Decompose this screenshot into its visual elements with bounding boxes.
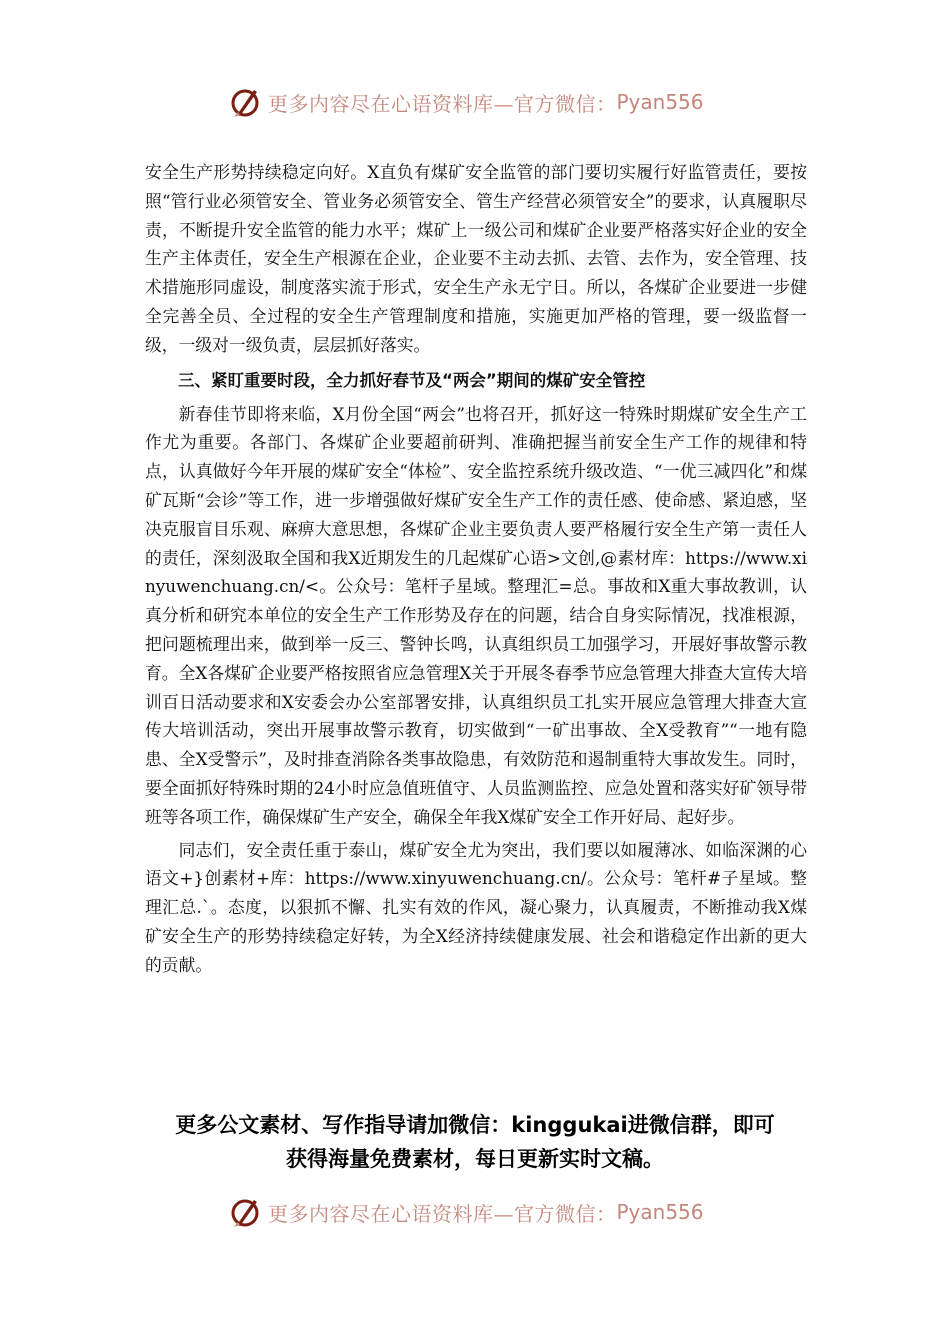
paragraph-3: 同志们，安全责任重于泰山，煤矿安全尤为突出，我们要以如履薄冰、如临深渊的心语文+}创素材+库：https://www.xinyuwenchuang.cn/。公众号：笔杆#子星域。整理汇总.`。态度，以狠抓不懈、扎实有效的作风，凝心聚力，认真履责，不断推动我X煤矿安全生产的形势持续稳定好转，为全X经济持续健康发展、社会和谐稳定作出新的更大的贡献。 bbox=[145, 839, 807, 975]
header-banner bbox=[228, 82, 704, 122]
pen-in-circle-logo bbox=[228, 85, 262, 119]
section-heading-3: 三、紧盯重要时段，全力抓好春节及“两会”期间的煤矿安全管控 bbox=[178, 370, 646, 390]
banner-wechat-id: Pyan556 bbox=[616, 1200, 704, 1224]
promo-line-2: 获得海量免费素材，每日更新实时文稿。 bbox=[286, 1147, 664, 1171]
banner-wechat-id: Pyan556 bbox=[616, 90, 704, 114]
pen-in-circle-logo bbox=[228, 1195, 262, 1229]
paragraph-1: 安全生产形势持续稳定向好。X直负有煤矿安全监管的部门要切实履行好监管责任，要按照“管行业必须管安全、管业务必须管安全、管生产经营必须管安全”的要求，认真履职尽责，不断提升安全监管的能力水平；煤矿上一级公司和煤矿企业要严格落实好企业的安全生产主体责任，安全生产根源在企业，企业要不主动去抓、去管、去作为，安全管理、技术措施形同虚设，制度落实流于形式，安全生产永无宁日。所以，各煤矿企业要进一步健全完善全员、全过程的安全生产管理制度和措施，实施更加严格的管理，要一级监督一级，一级对一级负责，层层抓好落实。 bbox=[145, 162, 807, 355]
banner-text: 更多内容尽在心语资料库—官方微信： bbox=[268, 1201, 617, 1226]
promo-line-1: 更多公文素材、写作指导请加微信：kinggukai进微信群，即可 bbox=[175, 1113, 775, 1137]
document-body bbox=[145, 158, 807, 980]
footer-banner bbox=[228, 1192, 704, 1232]
paragraph-2: 新春佳节即将来临，X月份全国“两会”也将召开，抓好这一特殊时期煤矿安全生产工作尤为重要。各部门、各煤矿企业要超前研判、准确把握当前安全生产工作的规律和特点，认真做好今年开展的煤矿安全“体检”、安全监控系统升级改造、“一优三减四化”和煤矿瓦斯“会诊”等工作，进一步增强做好煤矿安全生产工作的责任感、使命感、紧迫感，坚决克服盲目乐观、麻痹大意思想，各煤矿企业主要负责人要严格履行安全生产第一责任人的责任，深刻汲取全国和我X近期发生的几起煤矿心语>文创,@素材库：https://www.xinyuwenchuang.cn/<。公众号：笔杆子星域。整理汇=总。事故和X重大事故教训，认真分析和研究本单位的安全生产工作形势及存在的问题，结合自身实际情况，找准根源，把问题梳理出来，做到举一反三、警钟长鸣，认真组织员工加强学习，开展好事故警示教育。全X各煤矿企业要严格按照省应急管理X关于开展冬春季节应急管理大排查大宣传大培训百日活动要求和X安委会办公室部署安排，认真组织员工扎实开展应急管理大排查大宣传大培训活动，突出开展事故警示教育，切实做到“一矿出事故、全X受教育”“一地有隐患、全X受警示”，及时排查消除各类事故隐患，有效防范和遏制重特大事故发生。同时，要全面抓好特殊时期的24小时应急值班值守、人员监测监控、应急处置和落实好矿领导带班等各项工作，确保煤矿生产安全，确保全年我X煤矿安全工作开好局、起好步。 bbox=[145, 403, 807, 827]
banner-text: 更多内容尽在心语资料库—官方微信： bbox=[268, 91, 617, 116]
promo-note bbox=[100, 1108, 850, 1176]
